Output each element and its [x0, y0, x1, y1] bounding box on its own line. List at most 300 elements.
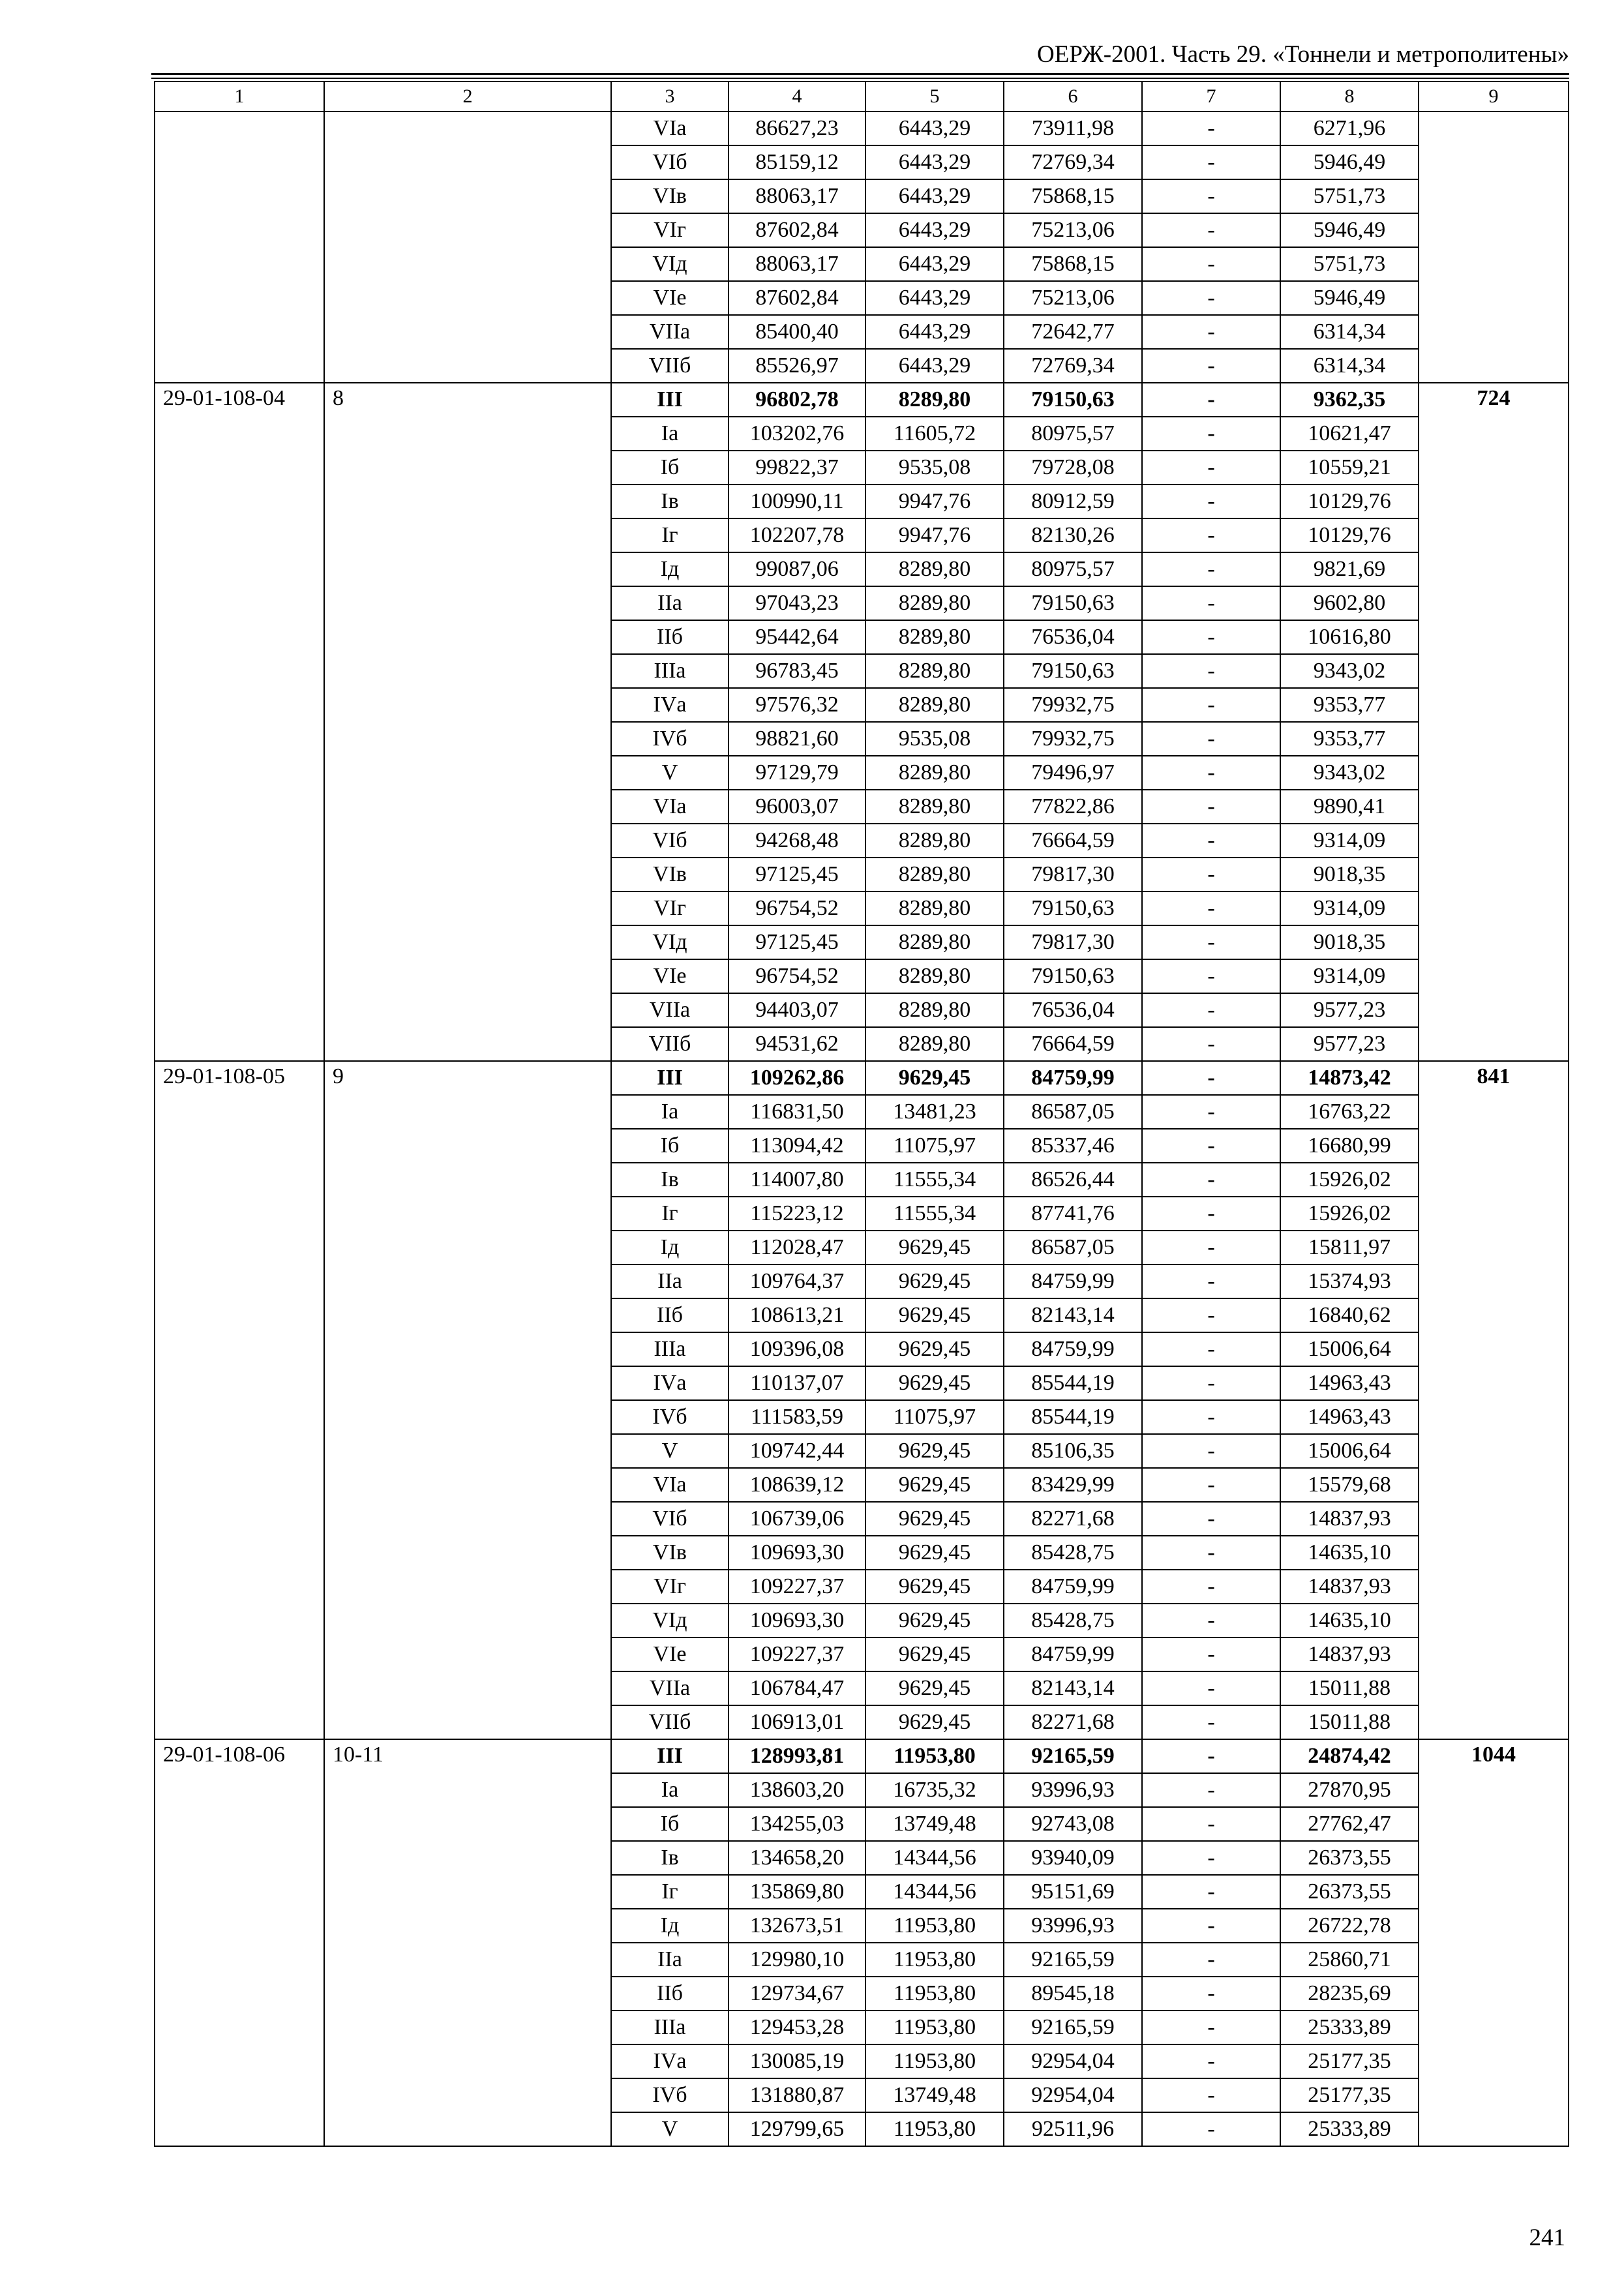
c7-cell: - — [1142, 247, 1280, 281]
document-header: ОЕРЖ-2001. Часть 29. «Тоннели и метрополитены» — [1037, 41, 1569, 68]
labor-cost-cell: 16735,32 — [865, 1773, 1004, 1807]
materials-cost-cell: 10621,47 — [1280, 417, 1419, 451]
c7-cell: - — [1142, 1638, 1280, 1671]
zone-cell: IVа — [611, 688, 729, 722]
materials-cost-cell: 9602,80 — [1280, 586, 1419, 620]
total-cost-cell: 99087,06 — [729, 552, 865, 586]
machines-cost-cell: 85106,35 — [1004, 1434, 1142, 1468]
labor-cost-cell: 9629,45 — [865, 1671, 1004, 1705]
zone-cell: Iд — [611, 552, 729, 586]
code-cell — [155, 112, 324, 383]
labor-cost-cell: 11075,97 — [865, 1400, 1004, 1434]
total-cost-cell: 132673,51 — [729, 1909, 865, 1943]
labor-cost-cell: 8289,80 — [865, 959, 1004, 993]
labor-cost-cell: 6443,29 — [865, 349, 1004, 383]
c7-cell: - — [1142, 1095, 1280, 1129]
zone-cell: IVб — [611, 1400, 729, 1434]
zone-cell: IIа — [611, 586, 729, 620]
labor-cost-cell: 9629,45 — [865, 1061, 1004, 1095]
labor-cost-cell: 9535,08 — [865, 451, 1004, 485]
labor-cost-cell: 6443,29 — [865, 315, 1004, 349]
machines-cost-cell: 92165,59 — [1004, 1739, 1142, 1773]
labor-cost-cell: 8289,80 — [865, 824, 1004, 858]
total-cost-cell: 128993,81 — [729, 1739, 865, 1773]
machines-cost-cell: 79496,97 — [1004, 756, 1142, 790]
zone-cell: V — [611, 2112, 729, 2146]
labor-cost-cell: 8289,80 — [865, 756, 1004, 790]
labor-cost-cell: 9629,45 — [865, 1332, 1004, 1366]
table-number-cell: 10-11 — [324, 1739, 611, 2146]
total-cost-cell: 109742,44 — [729, 1434, 865, 1468]
c7-cell: - — [1142, 1536, 1280, 1570]
machines-cost-cell: 84759,99 — [1004, 1061, 1142, 1095]
machines-cost-cell: 75213,06 — [1004, 281, 1142, 315]
zone-cell: VIв — [611, 1536, 729, 1570]
total-cost-cell: 134658,20 — [729, 1841, 865, 1875]
labor-cost-cell: 9629,45 — [865, 1366, 1004, 1400]
c7-cell: - — [1142, 1977, 1280, 2011]
c7-cell: - — [1142, 1943, 1280, 1977]
machines-cost-cell: 76664,59 — [1004, 1027, 1142, 1061]
materials-cost-cell: 15011,88 — [1280, 1671, 1419, 1705]
total-cost-cell: 85159,12 — [729, 145, 865, 179]
labor-hours-cell: 841 — [1419, 1061, 1569, 1739]
materials-cost-cell: 25860,71 — [1280, 1943, 1419, 1977]
zone-cell: VIв — [611, 179, 729, 213]
labor-hours-cell: 724 — [1419, 383, 1569, 1061]
zone-cell: IIб — [611, 620, 729, 654]
c7-cell: - — [1142, 1264, 1280, 1298]
c7-cell: - — [1142, 1163, 1280, 1197]
zone-cell: VIIб — [611, 1027, 729, 1061]
machines-cost-cell: 86587,05 — [1004, 1231, 1142, 1264]
labor-cost-cell: 14344,56 — [865, 1841, 1004, 1875]
machines-cost-cell: 73911,98 — [1004, 112, 1142, 145]
machines-cost-cell: 79728,08 — [1004, 451, 1142, 485]
c7-cell: - — [1142, 688, 1280, 722]
zone-cell: IIб — [611, 1977, 729, 2011]
zone-cell: Iб — [611, 451, 729, 485]
column-number: 5 — [865, 82, 1004, 112]
column-number: 9 — [1419, 82, 1569, 112]
machines-cost-cell: 84759,99 — [1004, 1638, 1142, 1671]
machines-cost-cell: 92165,59 — [1004, 2011, 1142, 2044]
machines-cost-cell: 84759,99 — [1004, 1264, 1142, 1298]
machines-cost-cell: 80912,59 — [1004, 485, 1142, 518]
c7-cell: - — [1142, 1298, 1280, 1332]
zone-cell: IIIа — [611, 654, 729, 688]
c7-cell: - — [1142, 1366, 1280, 1400]
total-cost-cell: 95442,64 — [729, 620, 865, 654]
header-rule-thin — [151, 78, 1569, 79]
materials-cost-cell: 14635,10 — [1280, 1536, 1419, 1570]
total-cost-cell: 94268,48 — [729, 824, 865, 858]
table-body — [155, 82, 1569, 2146]
c7-cell: - — [1142, 281, 1280, 315]
labor-cost-cell: 8289,80 — [865, 654, 1004, 688]
zone-cell: Iб — [611, 1807, 729, 1841]
labor-cost-cell: 9629,45 — [865, 1638, 1004, 1671]
labor-hours-cell: 1044 — [1419, 1739, 1569, 2146]
machines-cost-cell: 72642,77 — [1004, 315, 1142, 349]
c7-cell: - — [1142, 383, 1280, 417]
column-number: 6 — [1004, 82, 1142, 112]
c7-cell: - — [1142, 1502, 1280, 1536]
labor-cost-cell: 11953,80 — [865, 2112, 1004, 2146]
materials-cost-cell: 10559,21 — [1280, 451, 1419, 485]
c7-cell: - — [1142, 1061, 1280, 1095]
zone-cell: IVб — [611, 722, 729, 756]
machines-cost-cell: 82271,68 — [1004, 1705, 1142, 1739]
materials-cost-cell: 5946,49 — [1280, 145, 1419, 179]
labor-cost-cell: 6443,29 — [865, 247, 1004, 281]
total-cost-cell: 134255,03 — [729, 1807, 865, 1841]
header-rule — [151, 73, 1569, 75]
materials-cost-cell: 15374,93 — [1280, 1264, 1419, 1298]
c7-cell: - — [1142, 1400, 1280, 1434]
total-cost-cell: 116831,50 — [729, 1095, 865, 1129]
c7-cell: - — [1142, 112, 1280, 145]
rates-table — [154, 81, 1569, 2147]
zone-cell: VIг — [611, 213, 729, 247]
machines-cost-cell: 89545,18 — [1004, 1977, 1142, 2011]
labor-cost-cell: 9535,08 — [865, 722, 1004, 756]
machines-cost-cell: 92511,96 — [1004, 2112, 1142, 2146]
c7-cell: - — [1142, 1604, 1280, 1638]
machines-cost-cell: 87741,76 — [1004, 1197, 1142, 1231]
total-cost-cell: 94403,07 — [729, 993, 865, 1027]
zone-cell: Iд — [611, 1231, 729, 1264]
zone-cell: Iг — [611, 518, 729, 552]
total-cost-cell: 111583,59 — [729, 1400, 865, 1434]
machines-cost-cell: 85337,46 — [1004, 1129, 1142, 1163]
c7-cell: - — [1142, 2044, 1280, 2078]
total-cost-cell: 97125,45 — [729, 925, 865, 959]
total-cost-cell: 112028,47 — [729, 1231, 865, 1264]
c7-cell: - — [1142, 1332, 1280, 1366]
total-cost-cell: 129980,10 — [729, 1943, 865, 1977]
total-cost-cell: 109764,37 — [729, 1264, 865, 1298]
materials-cost-cell: 6314,34 — [1280, 349, 1419, 383]
materials-cost-cell: 9577,23 — [1280, 1027, 1419, 1061]
total-cost-cell: 85400,40 — [729, 315, 865, 349]
materials-cost-cell: 9018,35 — [1280, 858, 1419, 891]
zone-cell: III — [611, 383, 729, 417]
zone-cell: VIе — [611, 1638, 729, 1671]
column-number-row — [155, 82, 1569, 112]
total-cost-cell: 108639,12 — [729, 1468, 865, 1502]
total-cost-cell: 85526,97 — [729, 349, 865, 383]
labor-cost-cell: 6443,29 — [865, 179, 1004, 213]
total-cost-cell: 109693,30 — [729, 1536, 865, 1570]
total-cost-cell: 100990,11 — [729, 485, 865, 518]
zone-cell: VIIа — [611, 315, 729, 349]
labor-cost-cell: 11075,97 — [865, 1129, 1004, 1163]
labor-cost-cell: 9629,45 — [865, 1604, 1004, 1638]
labor-hours-cell — [1419, 112, 1569, 383]
materials-cost-cell: 14963,43 — [1280, 1366, 1419, 1400]
zone-cell: VIг — [611, 891, 729, 925]
labor-cost-cell: 6443,29 — [865, 213, 1004, 247]
materials-cost-cell: 14837,93 — [1280, 1570, 1419, 1604]
materials-cost-cell: 9343,02 — [1280, 756, 1419, 790]
labor-cost-cell: 14344,56 — [865, 1875, 1004, 1909]
machines-cost-cell: 83429,99 — [1004, 1468, 1142, 1502]
machines-cost-cell: 95151,69 — [1004, 1875, 1142, 1909]
machines-cost-cell: 79932,75 — [1004, 722, 1142, 756]
machines-cost-cell: 79150,63 — [1004, 654, 1142, 688]
c7-cell: - — [1142, 451, 1280, 485]
total-cost-cell: 110137,07 — [729, 1366, 865, 1400]
zone-cell: Iа — [611, 417, 729, 451]
column-number: 7 — [1142, 82, 1280, 112]
machines-cost-cell: 82143,14 — [1004, 1298, 1142, 1332]
materials-cost-cell: 9314,09 — [1280, 891, 1419, 925]
labor-cost-cell: 11555,34 — [865, 1197, 1004, 1231]
zone-cell: VIг — [611, 1570, 729, 1604]
labor-cost-cell: 8289,80 — [865, 1027, 1004, 1061]
materials-cost-cell: 25177,35 — [1280, 2078, 1419, 2112]
c7-cell: - — [1142, 1841, 1280, 1875]
total-cost-cell: 129453,28 — [729, 2011, 865, 2044]
total-cost-cell: 99822,37 — [729, 451, 865, 485]
materials-cost-cell: 9353,77 — [1280, 722, 1419, 756]
machines-cost-cell: 93940,09 — [1004, 1841, 1142, 1875]
machines-cost-cell: 79150,63 — [1004, 586, 1142, 620]
zone-cell: VIIа — [611, 993, 729, 1027]
c7-cell: - — [1142, 1129, 1280, 1163]
labor-cost-cell: 9629,45 — [865, 1231, 1004, 1264]
total-cost-cell: 115223,12 — [729, 1197, 865, 1231]
zone-cell: Iб — [611, 1129, 729, 1163]
total-cost-cell: 138603,20 — [729, 1773, 865, 1807]
machines-cost-cell: 84759,99 — [1004, 1570, 1142, 1604]
zone-cell: IIб — [611, 1298, 729, 1332]
labor-cost-cell: 11953,80 — [865, 1977, 1004, 2011]
labor-cost-cell: 8289,80 — [865, 552, 1004, 586]
materials-cost-cell: 26722,78 — [1280, 1909, 1419, 1943]
c7-cell: - — [1142, 1671, 1280, 1705]
column-number: 1 — [155, 82, 324, 112]
materials-cost-cell: 25177,35 — [1280, 2044, 1419, 2078]
total-cost-cell: 86627,23 — [729, 112, 865, 145]
c7-cell: - — [1142, 959, 1280, 993]
labor-cost-cell: 9629,45 — [865, 1570, 1004, 1604]
materials-cost-cell: 27870,95 — [1280, 1773, 1419, 1807]
labor-cost-cell: 11555,34 — [865, 1163, 1004, 1197]
zone-cell: IIIа — [611, 1332, 729, 1366]
materials-cost-cell: 9577,23 — [1280, 993, 1419, 1027]
labor-cost-cell: 9629,45 — [865, 1298, 1004, 1332]
machines-cost-cell: 72769,34 — [1004, 145, 1142, 179]
zone-cell: VIе — [611, 959, 729, 993]
total-cost-cell: 109227,37 — [729, 1638, 865, 1671]
materials-cost-cell: 25333,89 — [1280, 2011, 1419, 2044]
materials-cost-cell: 15006,64 — [1280, 1434, 1419, 1468]
materials-cost-cell: 15579,68 — [1280, 1468, 1419, 1502]
machines-cost-cell: 85544,19 — [1004, 1400, 1142, 1434]
labor-cost-cell: 8289,80 — [865, 620, 1004, 654]
table-number-cell — [324, 112, 611, 383]
zone-cell: III — [611, 1739, 729, 1773]
labor-cost-cell: 9629,45 — [865, 1536, 1004, 1570]
materials-cost-cell: 25333,89 — [1280, 2112, 1419, 2146]
materials-cost-cell: 9821,69 — [1280, 552, 1419, 586]
total-cost-cell: 88063,17 — [729, 179, 865, 213]
materials-cost-cell: 10129,76 — [1280, 518, 1419, 552]
machines-cost-cell: 82130,26 — [1004, 518, 1142, 552]
zone-cell: VIб — [611, 1502, 729, 1536]
total-cost-cell: 113094,42 — [729, 1129, 865, 1163]
table-number-cell: 9 — [324, 1061, 611, 1739]
c7-cell: - — [1142, 891, 1280, 925]
materials-cost-cell: 14873,42 — [1280, 1061, 1419, 1095]
labor-cost-cell: 13749,48 — [865, 2078, 1004, 2112]
column-number: 3 — [611, 82, 729, 112]
materials-cost-cell: 5751,73 — [1280, 247, 1419, 281]
machines-cost-cell: 85428,75 — [1004, 1536, 1142, 1570]
materials-cost-cell: 9343,02 — [1280, 654, 1419, 688]
c7-cell: - — [1142, 145, 1280, 179]
c7-cell: - — [1142, 925, 1280, 959]
materials-cost-cell: 16680,99 — [1280, 1129, 1419, 1163]
zone-cell: IIа — [611, 1264, 729, 1298]
machines-cost-cell: 80975,57 — [1004, 552, 1142, 586]
zone-cell: VIIб — [611, 1705, 729, 1739]
machines-cost-cell: 82143,14 — [1004, 1671, 1142, 1705]
total-cost-cell: 106784,47 — [729, 1671, 865, 1705]
c7-cell: - — [1142, 1773, 1280, 1807]
zone-cell: Iг — [611, 1875, 729, 1909]
labor-cost-cell: 9629,45 — [865, 1705, 1004, 1739]
zone-cell: IIIа — [611, 2011, 729, 2044]
labor-cost-cell: 9629,45 — [865, 1468, 1004, 1502]
machines-cost-cell: 76536,04 — [1004, 620, 1142, 654]
c7-cell: - — [1142, 349, 1280, 383]
c7-cell: - — [1142, 518, 1280, 552]
labor-cost-cell: 8289,80 — [865, 993, 1004, 1027]
code-cell: 29-01-108-05 — [155, 1061, 324, 1739]
total-cost-cell: 109396,08 — [729, 1332, 865, 1366]
machines-cost-cell: 79150,63 — [1004, 383, 1142, 417]
c7-cell: - — [1142, 213, 1280, 247]
zone-cell: Iа — [611, 1773, 729, 1807]
materials-cost-cell: 9362,35 — [1280, 383, 1419, 417]
c7-cell: - — [1142, 2078, 1280, 2112]
c7-cell: - — [1142, 2112, 1280, 2146]
materials-cost-cell: 27762,47 — [1280, 1807, 1419, 1841]
zone-cell: IVб — [611, 2078, 729, 2112]
zone-cell: Iв — [611, 1163, 729, 1197]
materials-cost-cell: 14635,10 — [1280, 1604, 1419, 1638]
machines-cost-cell: 79932,75 — [1004, 688, 1142, 722]
machines-cost-cell: 80975,57 — [1004, 417, 1142, 451]
c7-cell: - — [1142, 1570, 1280, 1604]
c7-cell: - — [1142, 1807, 1280, 1841]
c7-cell: - — [1142, 179, 1280, 213]
labor-cost-cell: 11953,80 — [865, 1739, 1004, 1773]
materials-cost-cell: 15006,64 — [1280, 1332, 1419, 1366]
c7-cell: - — [1142, 1468, 1280, 1502]
machines-cost-cell: 86526,44 — [1004, 1163, 1142, 1197]
machines-cost-cell: 79817,30 — [1004, 858, 1142, 891]
total-cost-cell: 97576,32 — [729, 688, 865, 722]
total-cost-cell: 96783,45 — [729, 654, 865, 688]
labor-cost-cell: 11953,80 — [865, 1909, 1004, 1943]
machines-cost-cell: 79150,63 — [1004, 891, 1142, 925]
machines-cost-cell: 92743,08 — [1004, 1807, 1142, 1841]
c7-cell: - — [1142, 586, 1280, 620]
total-cost-cell: 97125,45 — [729, 858, 865, 891]
zone-cell: VIб — [611, 145, 729, 179]
c7-cell: - — [1142, 1434, 1280, 1468]
c7-cell: - — [1142, 722, 1280, 756]
materials-cost-cell: 14963,43 — [1280, 1400, 1419, 1434]
total-cost-cell: 106739,06 — [729, 1502, 865, 1536]
c7-cell: - — [1142, 993, 1280, 1027]
labor-cost-cell: 9629,45 — [865, 1264, 1004, 1298]
materials-cost-cell: 5946,49 — [1280, 281, 1419, 315]
machines-cost-cell: 85544,19 — [1004, 1366, 1142, 1400]
materials-cost-cell: 5946,49 — [1280, 213, 1419, 247]
c7-cell: - — [1142, 654, 1280, 688]
c7-cell: - — [1142, 1739, 1280, 1773]
labor-cost-cell: 8289,80 — [865, 688, 1004, 722]
materials-cost-cell: 15811,97 — [1280, 1231, 1419, 1264]
materials-cost-cell: 15926,02 — [1280, 1197, 1419, 1231]
materials-cost-cell: 6314,34 — [1280, 315, 1419, 349]
total-cost-cell: 109693,30 — [729, 1604, 865, 1638]
machines-cost-cell: 75213,06 — [1004, 213, 1142, 247]
materials-cost-cell: 9314,09 — [1280, 824, 1419, 858]
zone-cell: VIIб — [611, 349, 729, 383]
c7-cell: - — [1142, 1875, 1280, 1909]
total-cost-cell: 109262,86 — [729, 1061, 865, 1095]
machines-cost-cell: 93996,93 — [1004, 1773, 1142, 1807]
labor-cost-cell: 11953,80 — [865, 1943, 1004, 1977]
code-cell: 29-01-108-04 — [155, 383, 324, 1061]
total-cost-cell: 130085,19 — [729, 2044, 865, 2078]
total-cost-cell: 96802,78 — [729, 383, 865, 417]
zone-cell: Iв — [611, 1841, 729, 1875]
materials-cost-cell: 14837,93 — [1280, 1502, 1419, 1536]
materials-cost-cell: 9018,35 — [1280, 925, 1419, 959]
machines-cost-cell: 76664,59 — [1004, 824, 1142, 858]
table-row — [155, 112, 1569, 145]
machines-cost-cell: 77822,86 — [1004, 790, 1142, 824]
c7-cell: - — [1142, 756, 1280, 790]
c7-cell: - — [1142, 620, 1280, 654]
zone-cell: VIд — [611, 1604, 729, 1638]
column-number: 8 — [1280, 82, 1419, 112]
total-cost-cell: 131880,87 — [729, 2078, 865, 2112]
labor-cost-cell: 9947,76 — [865, 518, 1004, 552]
c7-cell: - — [1142, 485, 1280, 518]
machines-cost-cell: 92165,59 — [1004, 1943, 1142, 1977]
labor-cost-cell: 11953,80 — [865, 2044, 1004, 2078]
c7-cell: - — [1142, 1705, 1280, 1739]
zone-cell: VIа — [611, 112, 729, 145]
total-cost-cell: 97129,79 — [729, 756, 865, 790]
total-cost-cell: 129734,67 — [729, 1977, 865, 2011]
total-cost-cell: 96754,52 — [729, 891, 865, 925]
total-cost-cell: 96003,07 — [729, 790, 865, 824]
materials-cost-cell: 16763,22 — [1280, 1095, 1419, 1129]
column-number: 4 — [729, 82, 865, 112]
materials-cost-cell: 9314,09 — [1280, 959, 1419, 993]
zone-cell: VIд — [611, 247, 729, 281]
c7-cell: - — [1142, 1027, 1280, 1061]
